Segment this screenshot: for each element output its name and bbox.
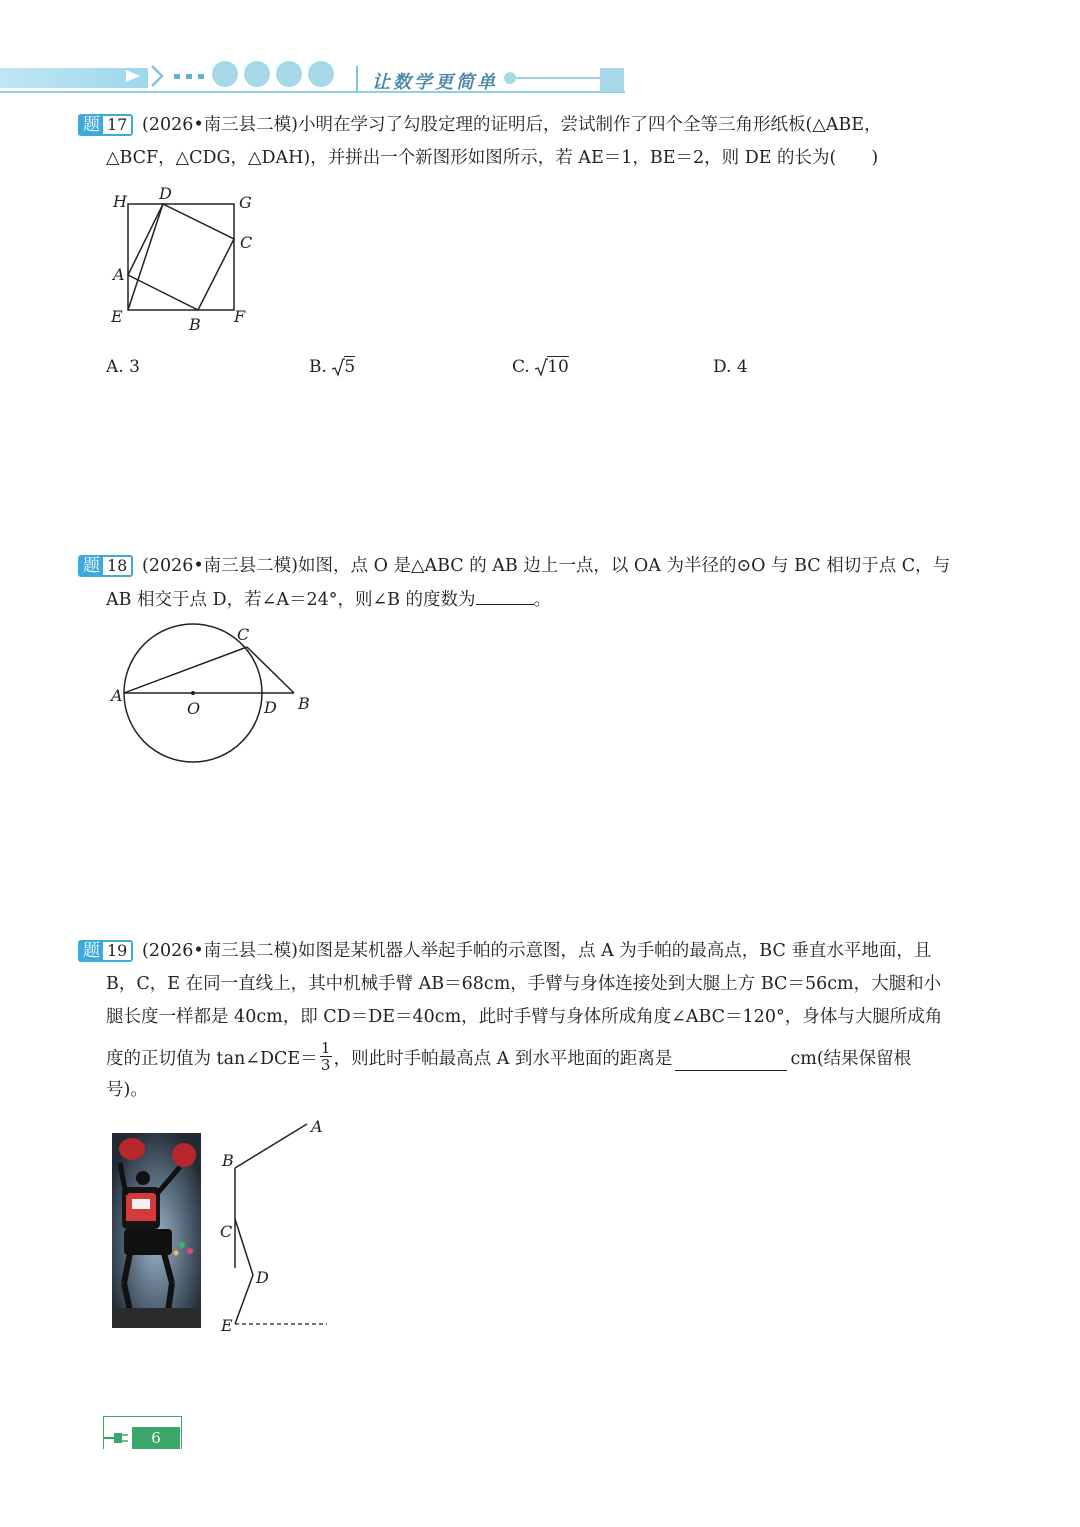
question-label: 题 — [78, 940, 103, 962]
question-17-text-line2: △BCF，△CDG，△DAH)，并拼出一个新图形如图所示，若 AE＝1，BE＝2，则 DE 的长为( ) — [106, 148, 879, 168]
label-b: B — [189, 315, 201, 334]
fraction-denominator: 3 — [320, 1056, 331, 1074]
question-19-text-line2: B，C，E 在同一直线上，其中机械手臂 AB＝68cm，手臂与身体连接处到大腿上方 BC＝56cm，大腿和小 — [106, 974, 942, 994]
header-title: 让数学更简单 — [372, 72, 498, 93]
question-19-text-line4b: ，则此时手帕最高点 A 到水平地面的距离是 — [333, 1048, 673, 1069]
question-19-text-line4 — [106, 1039, 912, 1075]
question-18-text-line2a: AB 相交于点 D，若∠A＝24°，则∠B 的度数为 — [106, 590, 476, 610]
question-18-text-line2 — [106, 589, 551, 611]
chevron-right-icon — [152, 66, 162, 86]
figure-19-robot-schematic — [215, 1112, 340, 1342]
option-c — [512, 357, 569, 377]
label-d: D — [159, 184, 172, 203]
label-b: B — [222, 1151, 234, 1170]
robot-photo — [112, 1133, 201, 1328]
segment-de — [235, 1275, 253, 1324]
label-a: A — [113, 265, 125, 284]
dot-icon — [174, 74, 180, 79]
question-tag-18 — [78, 555, 133, 577]
answer-blank — [675, 1070, 787, 1071]
figure-18-circle — [105, 620, 325, 770]
question-19-text-line1: (2026•南三县二模)如图是某机器人举起手帕的示意图，点 A 为手帕的最高点，BC 垂直水平地面，且 — [142, 941, 932, 961]
label-c: C — [240, 233, 253, 252]
robot-figure — [112, 1133, 201, 1328]
dot-icon — [198, 74, 204, 79]
header-separator — [356, 66, 358, 92]
label-d: D — [264, 698, 277, 717]
question-19-text-line5: 号)。 — [106, 1080, 148, 1100]
fraction-numerator: 1 — [320, 1039, 331, 1057]
outer-square — [128, 204, 234, 310]
square-icon — [600, 68, 624, 92]
question-18-text-line2b: 。 — [533, 590, 552, 610]
option-b-radicand: 5 — [344, 357, 356, 377]
circle-icon — [308, 61, 334, 87]
header-right-decoration — [500, 66, 626, 96]
label-e: E — [111, 307, 123, 326]
pompom-left — [119, 1138, 145, 1160]
question-19-text-line3: 腿长度一样都是 40cm，即 CD＝DE＝40cm，此时手臂与身体所成角度∠ABC＝120°，身体与大腿所成角 — [106, 1007, 943, 1027]
inner-square — [128, 204, 234, 310]
robot-hips — [124, 1229, 172, 1255]
question-19-text-line4c: cm(结果保留根 — [790, 1048, 912, 1069]
label-f: F — [234, 307, 246, 326]
label-o: O — [187, 699, 201, 718]
segment-ab — [235, 1124, 307, 1168]
option-b-prefix: B. — [309, 357, 333, 377]
segment-de — [128, 204, 163, 310]
label-b: B — [298, 694, 310, 713]
option-d: D. 4 — [713, 357, 748, 377]
question-label: 题 — [78, 555, 103, 577]
plug-icon — [104, 1430, 130, 1446]
center-point — [191, 691, 195, 695]
option-b — [309, 357, 355, 377]
label-a: A — [111, 686, 123, 705]
answer-blank — [476, 604, 534, 605]
label-d: D — [256, 1268, 269, 1287]
option-c-radicand: 10 — [547, 357, 569, 377]
segment-cd — [235, 1219, 253, 1275]
segment-cb — [247, 647, 294, 693]
question-number: 17 — [103, 114, 133, 136]
option-a: A. 3 — [106, 357, 140, 377]
question-label: 题 — [78, 114, 103, 136]
label-g: G — [239, 193, 252, 212]
circle-icon — [244, 61, 270, 87]
label-c: C — [237, 625, 250, 644]
question-tag-17 — [78, 114, 133, 136]
question-17-text-line1: (2026•南三县二模)小明在学习了勾股定理的证明后，尝试制作了四个全等三角形纸板(△ABE， — [142, 115, 882, 135]
question-tag-19 — [78, 940, 133, 962]
label-a: A — [311, 1117, 323, 1136]
sqrt-icon — [332, 357, 345, 378]
circle-icon — [212, 61, 238, 87]
question-18-text-line1: (2026•南三县二模)如图，点 O 是△ABC 的 AB 边上一点，以 OA 为半径的⊙O 与 BC 相切于点 C，与 — [142, 556, 951, 576]
circle-icon — [504, 72, 516, 84]
header-decoration — [120, 56, 360, 96]
fraction — [320, 1040, 332, 1073]
question-number: 19 — [103, 940, 133, 962]
page-number: 6 — [132, 1427, 180, 1449]
sqrt-icon — [535, 357, 548, 378]
label-h: H — [113, 192, 127, 211]
robot-head — [136, 1171, 150, 1185]
dot-icon — [186, 74, 192, 79]
circle-icon — [276, 61, 302, 87]
label-c: C — [220, 1222, 233, 1241]
pompom-right — [172, 1143, 196, 1167]
label-e: E — [221, 1316, 233, 1335]
question-number: 18 — [103, 555, 133, 577]
arrow-icon — [126, 70, 140, 82]
question-19-text-line4a: 度的正切值为 tan∠DCE＝ — [106, 1048, 318, 1069]
segment-ac — [124, 647, 247, 693]
figure-17-squares — [100, 180, 270, 340]
option-c-prefix: C. — [512, 357, 536, 377]
